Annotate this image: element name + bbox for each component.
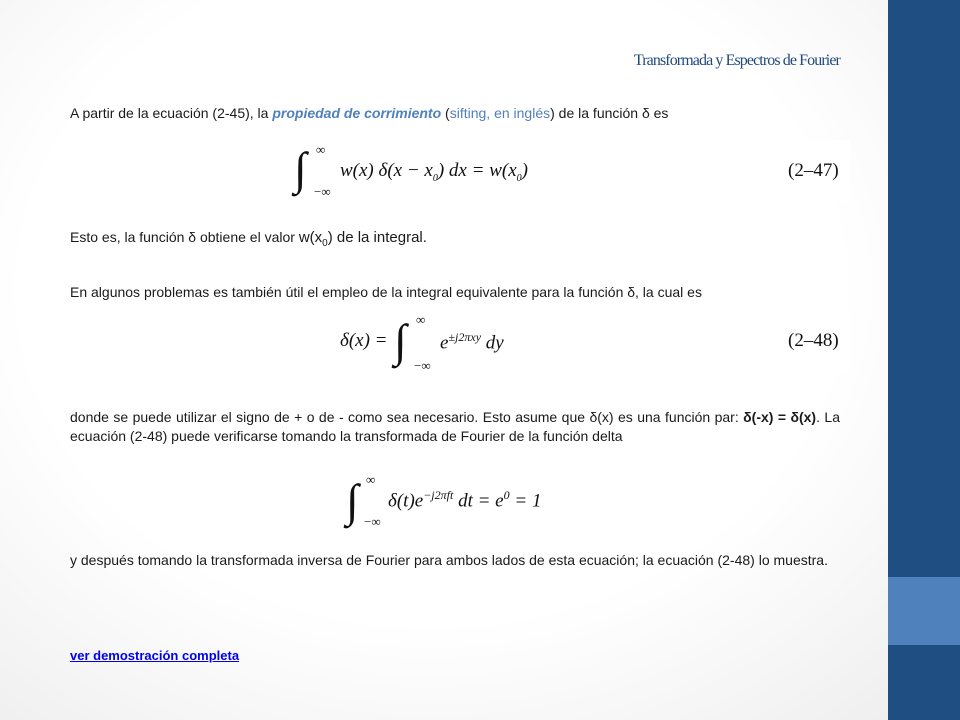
equation-lhs: δ(x) = [340, 330, 388, 351]
text-segment: Esto es, la función δ obtiene el valor [70, 229, 299, 245]
paragraph-sifting-intro [70, 104, 840, 123]
text-segment: . La ecuación (2-48) puede verificarse tomando la transformada de Fourier de la función delta [70, 409, 840, 444]
equation-body: $e^{\pm j2\pi xy}$ dy [440, 330, 504, 354]
equation-body: $\delta(t)e^{-j2\pi ft}$ dt = $e^0 = 1$ [388, 488, 542, 512]
slide-title: Transformada y Espectros de Fourier [633, 52, 840, 69]
integral-sign: ∫ [294, 143, 307, 194]
integral-sign: ∫ [394, 315, 407, 366]
english-note: sifting, en inglés [449, 105, 551, 121]
equation-2-47 [290, 140, 850, 202]
integral-lower-limit: −∞ [314, 184, 331, 199]
text-segment: $w(x_0)$ de la integral. [298, 229, 427, 249]
integral-upper-limit: ∞ [366, 472, 376, 487]
integral-lower-limit: −∞ [414, 358, 431, 373]
highlight-term: propiedad de corrimiento [272, 105, 442, 121]
equation-body: w(x) $\delta(x - x_0)$ dx = $w(x_0)$ [340, 160, 528, 184]
integral-lower-limit: −∞ [364, 514, 381, 529]
bold-identity: δ(-x) = δ(x) [743, 409, 817, 425]
integral-upper-limit: ∞ [416, 312, 426, 327]
paragraph-equivalent-integral: En algunos problemas es también útil el empleo de la integral equivalente para la función δ, la cual es [70, 284, 702, 300]
equation-2-48 [336, 312, 850, 374]
equation-fourier-delta [344, 472, 564, 532]
integral-sign: ∫ [346, 475, 359, 526]
equation-number: (2–48) [788, 330, 839, 351]
paragraph-even-function [70, 408, 840, 446]
sidebar-accent-block [888, 577, 960, 645]
text-segment: donde se puede utilizar el signo de + o de - como sea necesario. Esto asume que δ(x) es una función par: [70, 409, 744, 425]
equation-number: (2–47) [788, 160, 839, 181]
full-proof-link[interactable]: ver demostración completa [70, 648, 240, 663]
paragraph-delta-value [70, 228, 840, 253]
text-segment: ( [441, 105, 450, 121]
integral-upper-limit: ∞ [316, 142, 326, 157]
paragraph-inverse-transform: y después tomando la transformada inversa de Fourier para ambos lados de esta ecuación; la ecuación (2-48) lo muestra. [70, 552, 828, 568]
text-segment: A partir de la ecuación (2-45), la [70, 105, 273, 121]
text-segment: ) de la función δ es [550, 105, 669, 121]
